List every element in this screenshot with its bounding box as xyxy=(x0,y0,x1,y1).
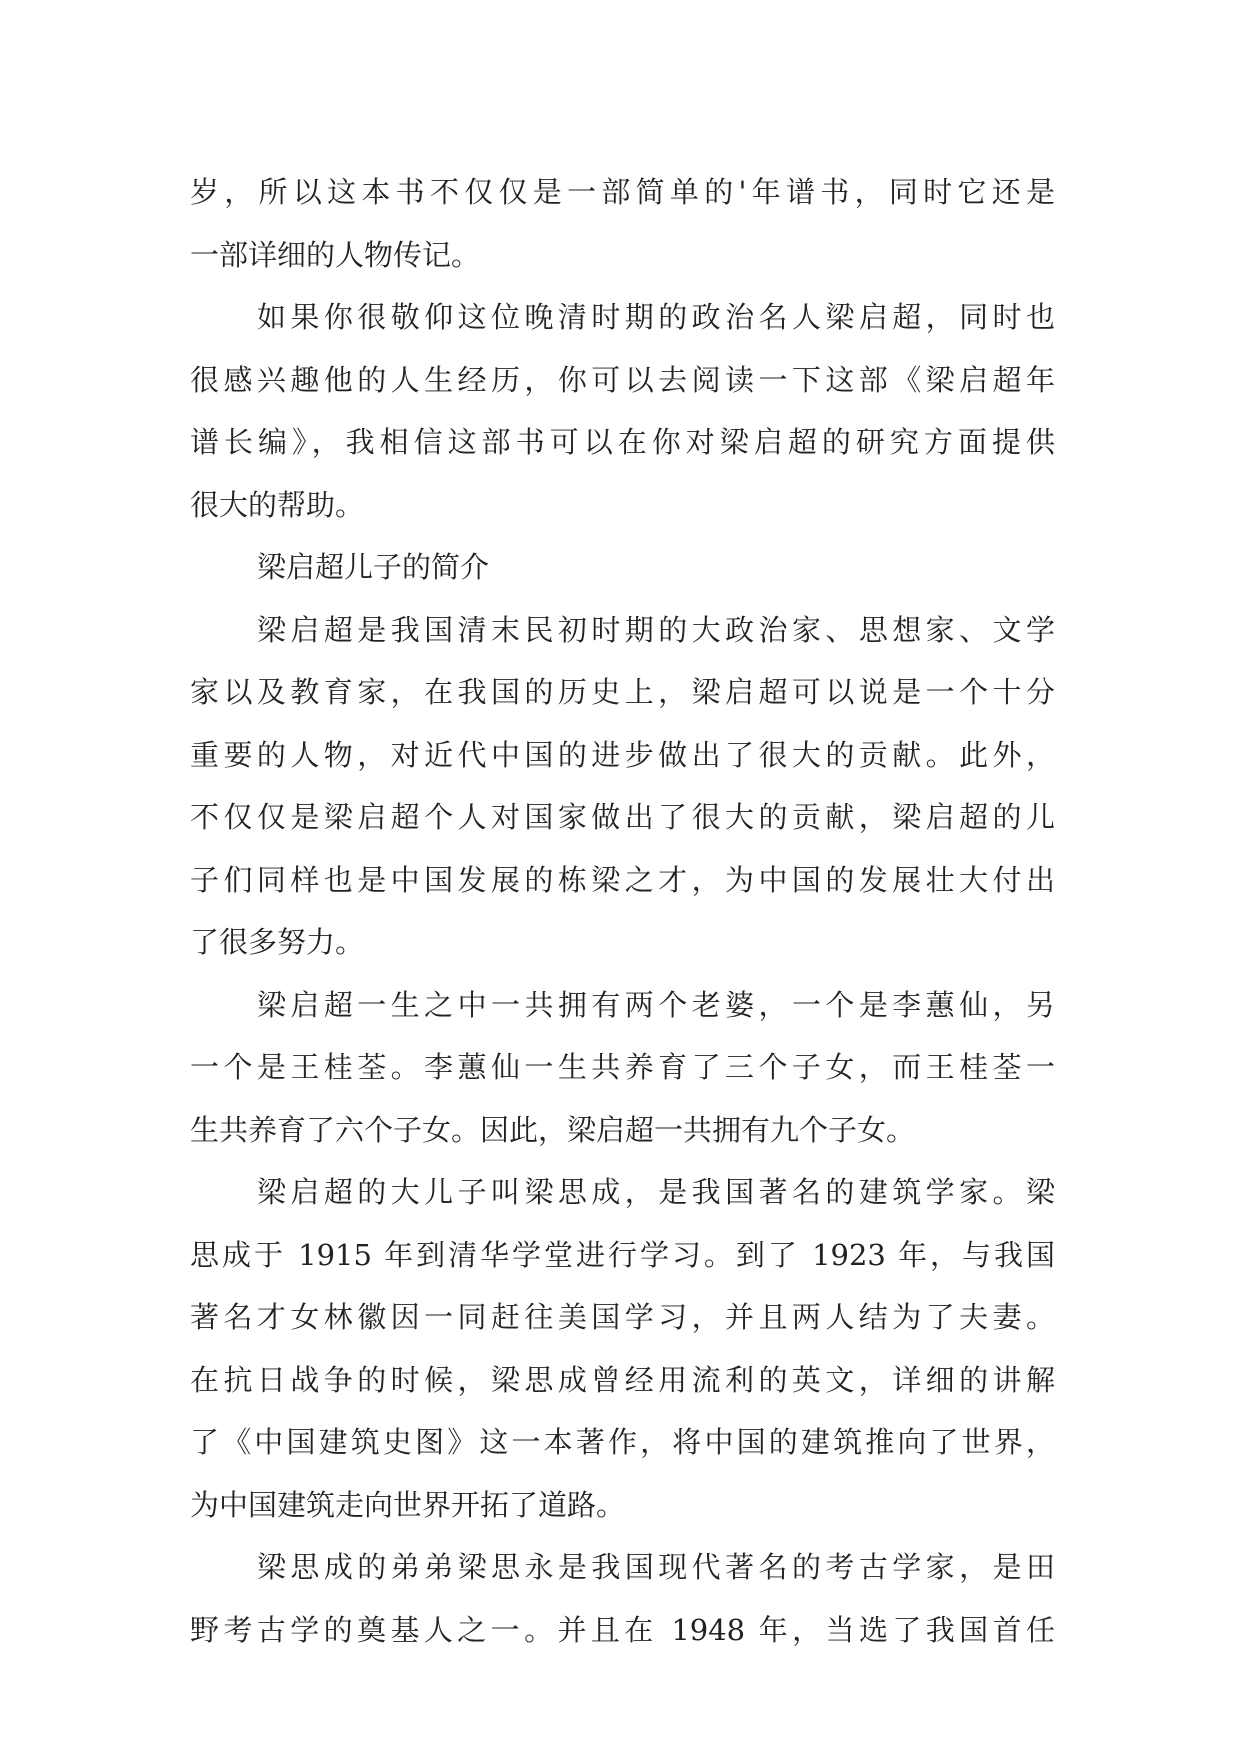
text-line: 很感兴趣他的人生经历，你可以去阅读一下这部《梁启超年 xyxy=(190,362,1055,397)
section-heading: 梁启超儿子的简介 xyxy=(257,550,490,584)
text-line: 很大的帮助。 xyxy=(190,487,365,522)
text-line: 岁，所以这本书不仅仅是一部简单的'年谱书，同时它还是 xyxy=(190,175,1055,209)
text-line: 谱长编》，我相信这部书可以在你对梁启超的研究方面提供 xyxy=(190,425,1055,459)
text-line: 子们同样也是中国发展的栋梁之才，为中国的发展壮大付出 xyxy=(190,862,1055,897)
text-line: 梁思成的弟弟梁思永是我国现代著名的考古学家，是田 xyxy=(257,1550,1055,1584)
text-line: 了《中国建筑史图》这一本著作，将中国的建筑推向了世界， xyxy=(190,1425,1055,1459)
text-line: 重要的人物，对近代中国的进步做出了很大的贡献。此外， xyxy=(190,737,1055,772)
text-line: 在抗日战争的时候，梁思成曾经用流利的英文，详细的讲解 xyxy=(190,1362,1055,1397)
text-line: 生共养育了六个子女。因此，梁启超一共拥有九个子女。 xyxy=(190,1112,916,1147)
text-line: 不仅仅是梁启超个人对国家做出了很大的贡献，梁启超的儿 xyxy=(190,800,1055,834)
text-line: 如果你很敬仰这位晚清时期的政治名人梁启超，同时也 xyxy=(257,300,1055,334)
text-line: 野考古学的奠基人之一。并且在 1948 年，当选了我国首任 xyxy=(190,1612,1055,1647)
text-line: 家以及教育家，在我国的历史上，梁启超可以说是一个十分 xyxy=(190,675,1055,709)
text-line: 一部详细的人物传记。 xyxy=(190,237,481,272)
text-line: 思成于 1915 年到清华学堂进行学习。到了 1923 年，与我国 xyxy=(190,1237,1055,1272)
text-line: 梁启超的大儿子叫梁思成，是我国著名的建筑学家。梁 xyxy=(257,1175,1055,1209)
text-line: 梁启超是我国清末民初时期的大政治家、思想家、文学 xyxy=(257,612,1055,647)
text-line: 著名才女林徽因一同赶往美国学习，并且两人结为了夫妻。 xyxy=(190,1300,1055,1334)
document-body xyxy=(190,161,1055,1661)
text-line: 为中国建筑走向世界开拓了道路。 xyxy=(190,1487,626,1522)
text-line: 梁启超一生之中一共拥有两个老婆，一个是李蕙仙，另 xyxy=(257,987,1055,1022)
text-line: 了很多努力。 xyxy=(190,925,365,959)
text-line: 一个是王桂荃。李蕙仙一生共养育了三个子女，而王桂荃一 xyxy=(190,1050,1055,1084)
